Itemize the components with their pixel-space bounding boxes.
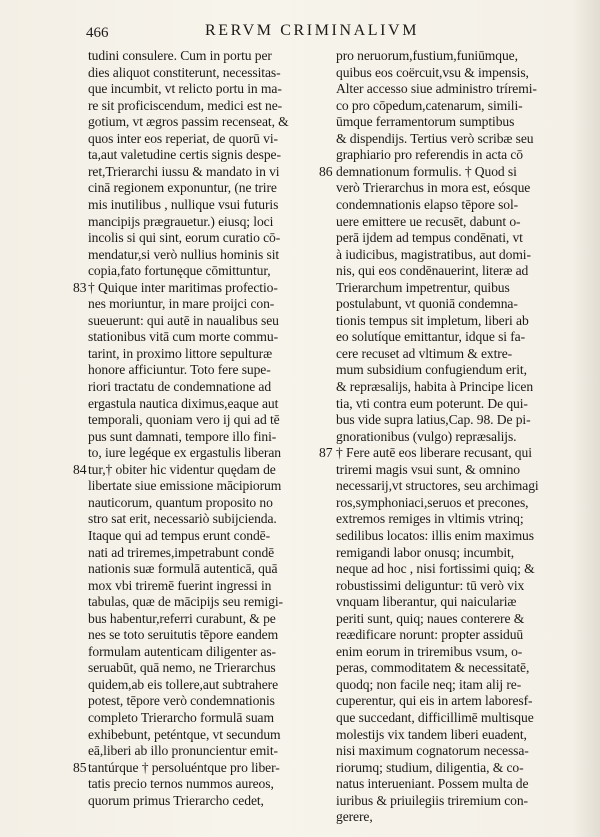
text-line: nes moriuntur, in mare proijci con-	[88, 296, 275, 312]
text-line: quodq; non facile neq; itam alij re-	[336, 676, 522, 692]
text-line: ret,Trierarchi iussu & mandato in vi	[88, 163, 280, 179]
text-line: nes se toto seruitutis tēpore eandem	[88, 627, 279, 643]
text-line: molestijs vix tandem liberi euadent,	[336, 726, 527, 742]
text-line: remigandi labor onusq; incumbit,	[336, 544, 515, 560]
text-line: nis, qui eos condēnauerint, literæ ad	[336, 263, 529, 279]
text-line: mox vbi triremē fuerint ingressi in	[88, 577, 272, 593]
text-line: to, iure legéque ex ergastulis liberan	[88, 445, 281, 461]
text-line: extremos remiges in vltimis vtrinq;	[336, 511, 524, 527]
text-line: eā,liberi ab illo pronuncientur emit-	[88, 743, 278, 759]
marginal-number: 83	[73, 279, 87, 295]
text-line: tia, vti contra eum poterunt. De qui-	[336, 395, 528, 411]
text-line: ergastula nautica diximus,eaque aut	[88, 395, 279, 411]
text-line: condemnationis elapso tēpore sol-	[336, 196, 519, 212]
text-line: † Fere autē eos liberare recusant, qui	[336, 445, 532, 461]
text-line: Trierarchum impetrentur, quibus	[336, 279, 510, 295]
text-line: mum subsidium confugiendum erit,	[336, 362, 527, 378]
text-line: peras, commoditatem & necessitatē,	[336, 660, 530, 676]
text-line: seruabūt, quā nemo, ne Trierarchus	[88, 660, 276, 676]
text-line: gnorationibus (vulgo) repræsalijs.	[336, 428, 517, 444]
text-line: nauticorum, quantum proposito no	[88, 494, 273, 510]
marginal-number: 84	[73, 461, 87, 477]
text-line: quibus eos coërcuit,vsu & impensis,	[336, 64, 529, 80]
text-line: Itaque qui ad tempus erunt condē-	[88, 527, 271, 543]
text-line: demnationum formulis. † Quod si	[336, 163, 517, 179]
text-line: gerere,	[336, 809, 373, 825]
text-line: robustissimi deliguntur: tū verò vix	[336, 577, 525, 593]
text-line: bus habentur,referri curabunt, & pe	[88, 610, 276, 626]
marginal-number: 87	[319, 445, 333, 461]
text-line: sedilibus locatos: illis enim maximus	[336, 527, 534, 543]
text-line: temporali, quoniam vero ij qui ad tē	[88, 412, 280, 428]
text-line: stro sat erit, necessariò subijcienda.	[88, 511, 277, 527]
text-line: triremi magis vsui sunt, & omnino	[336, 461, 520, 477]
text-line: nati ad triremes,impetrabunt condē	[88, 544, 275, 560]
text-line: bus vide supra latius,Cap. 98. De pi-	[336, 412, 531, 428]
text-line: postulabunt, vt quoniā condemna-	[336, 296, 518, 312]
text-line: re sit proficiscendum, medici est ne-	[88, 97, 283, 113]
text-line: tarint, in proximo littore sepulturæ	[88, 345, 273, 361]
text-line: cuperentur, qui eis in artem laboresf-	[336, 693, 533, 709]
text-line: sueuerunt: qui autē in naualibus seu	[88, 312, 279, 328]
text-line: mendatur,si verò nullius hominis sit	[88, 246, 280, 262]
text-line: completo Trierarcho formulā suam	[88, 710, 274, 725]
text-line: tudini consulere. Cum in portu per	[88, 48, 272, 63]
text-line: reædificare norunt: propter assiduū	[336, 627, 524, 643]
text-line: uere emittere ue recusēt, dabunt o-	[336, 213, 521, 229]
text-line: quos inter eos reperiat, de quorū vi-	[88, 130, 278, 146]
text-line: dies aliquot constiterunt, necessitas-	[88, 64, 281, 80]
text-line: tionis tempus sit impletum, liberi ab	[336, 312, 529, 328]
text-line: exhibebunt, peténtque, vt secundum	[88, 726, 281, 742]
text-line: riori tractatu de condemnatione ad	[88, 379, 272, 394]
text-line: nisi maximum cognatorum necessa-	[336, 743, 529, 759]
text-line: quidem,ab eis tollere,aut subtrahere	[88, 676, 279, 692]
text-line: que succedant, difficillimē multisque	[336, 710, 534, 725]
text-line: nationis suæ formulā autenticā, quā	[88, 561, 278, 577]
text-line: co pro cōpedum,catenarum, simili-	[336, 97, 523, 113]
text-line: ūmque ferramentorum sumptibus	[336, 114, 515, 130]
text-line: cinā regionem exponuntur, (ne trire	[88, 180, 277, 196]
text-line: necessarij,vt structores, seu archimagi	[336, 478, 539, 494]
text-line: eo solutíque emittantur, idque si fa-	[336, 329, 526, 345]
text-line: incolis si qui sint, eorum curatio cō-	[88, 230, 281, 246]
page-number: 466	[86, 25, 109, 41]
marginal-number: 86	[319, 163, 333, 179]
text-line: que incumbit, vt relicto portu in ma-	[88, 81, 282, 97]
text-line: neque ad hoc , nisi fortissimi quiq; &	[336, 561, 535, 577]
text-line: potest, tēpore verò condemnationis	[88, 693, 275, 709]
text-line: tabulas, quæ de mācipijs seu remigi-	[88, 594, 283, 610]
text-line: perā ijdem ad tempus condēnati, vt	[336, 230, 523, 246]
text-line: natus interueniant. Possem multa de	[336, 776, 529, 792]
text-line: honore afficiuntur. Toto fere supe-	[88, 362, 271, 378]
text-line: tantúrque † persoluéntque pro liber-	[88, 759, 280, 775]
text-line: enim eorum in triremibus vsum, o-	[336, 643, 523, 659]
text-line: graphiario pro referendis in acta cō	[336, 147, 523, 163]
text-line: † Quique inter maritimas profectio-	[88, 279, 278, 295]
text-line: tur,† obiter hic videntur quędam de	[88, 461, 276, 477]
text-line: formulam autenticam diligenter as-	[88, 643, 276, 659]
text-line: ros,symphoniaci,seruos et precones,	[336, 494, 529, 510]
text-line: pus sunt damnati, tempore illo fini-	[88, 428, 277, 444]
text-line: & dispendijs. Tertius verò scribæ seu	[336, 130, 534, 146]
text-line: verò Trierarchus in mora est, eósque	[336, 180, 531, 196]
text-line: quorum primus Trierarcho cedet,	[88, 792, 264, 808]
text-line: à iudicibus, magistratibus, aut domi-	[336, 246, 531, 262]
text-line: stationibus vitā cum morte commu-	[88, 329, 278, 345]
text-line: ta,aut valetudine certis signis despe-	[88, 147, 281, 163]
text-line: iuribus & priuilegiis triremium con-	[336, 792, 528, 808]
text-line: vnquam liberantur, qui naiculariæ	[336, 594, 517, 610]
marginal-number: 85	[73, 759, 87, 775]
text-line: pro neruorum,fustium,funiūmque,	[336, 48, 518, 63]
text-line: copia,fato fortunęque cōmittuntur,	[88, 263, 271, 279]
text-line: riorumq; studium, diligentia, & co-	[336, 759, 524, 775]
text-line: mis inutilibus , nullique vsui futuris	[88, 196, 279, 212]
text-line: mancipijs prægrauetur.) eiusq; loci	[88, 213, 274, 229]
text-line: & repræsalijs, habita à Principe licen	[336, 379, 534, 394]
text-line: libertate siue emissione mācipiorum	[88, 478, 282, 494]
page-edge-shadow	[572, 0, 600, 837]
text-line: tatis precio ternos nummos aureos,	[88, 776, 274, 792]
text-line: periti sunt, quiq; naues conterere &	[336, 610, 525, 626]
text-line: cere recuset ad vltimum & extre-	[336, 345, 513, 361]
text-line: gotium, vt ægros passim recenseat, &	[88, 114, 289, 130]
page-header	[0, 20, 600, 42]
running-title: RERVM CRIMINALIVM	[205, 22, 420, 39]
text-line: Alter accesso siue administro tríremi-	[336, 81, 537, 97]
